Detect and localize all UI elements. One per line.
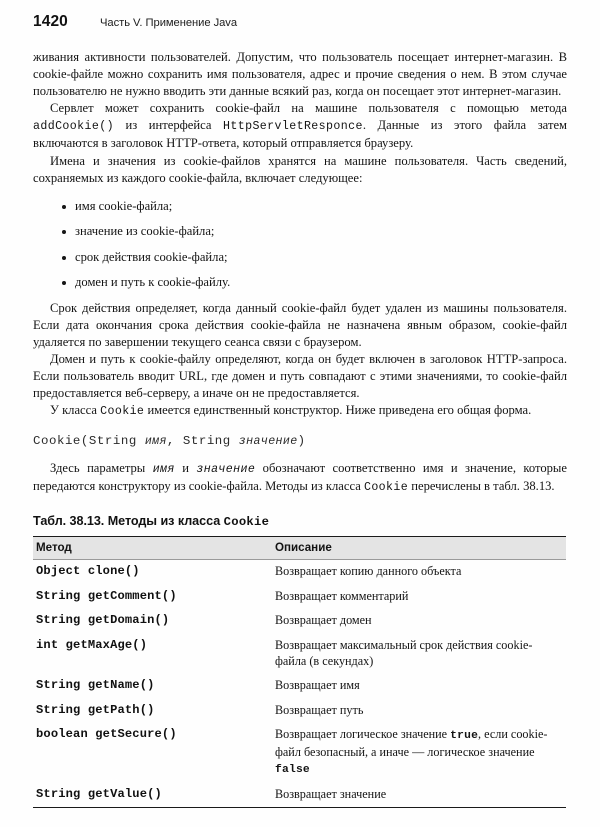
list-item: [33, 198, 567, 215]
paragraph-text-part: перечислены в табл. 38.13.: [408, 478, 555, 493]
paragraph-text: Имена и значения из cookie-файлов хранятся на машине пользователя. Часть сведений, сохраняемых из каждого cookie-файла, включает следующее:: [33, 153, 567, 185]
list-item: [33, 249, 567, 266]
part-title: Часть V. Применение Java: [100, 17, 237, 29]
table-caption-class: Cookie: [223, 514, 270, 529]
table-row: [33, 698, 566, 723]
cell-method: String getComment(): [36, 588, 177, 603]
paragraph-text-part: и: [174, 460, 197, 475]
code-httpservletresponce: HttpServletResponce: [223, 120, 363, 134]
paragraph-text: Домен и путь к cookie-файлу определяют, когда он будет включен в заголовок HTTP-запроса. Если пользователь вводит URL, где домен и путь совпадают с этими значениями, то cookie-файл предоставляется веб-серверу, а иначе он не предоставляется.: [33, 352, 567, 401]
page-content: [33, 0, 567, 808]
table-row: [33, 783, 566, 808]
cell-description: Возвращает значение: [275, 787, 387, 802]
list-item: [33, 223, 567, 240]
column-header-description: Описание: [272, 537, 566, 560]
paragraph-text-part: обозначают соответственно имя и значение, которые передаются конструктору из cookie-файла. Методы из класса: [33, 460, 567, 493]
paragraph-text-part: имеется единственный конструктор. Ниже приведена его общая форма.: [144, 403, 532, 418]
cell-description: Возвращает копию данного объекта: [275, 564, 462, 579]
cell-method: boolean getSecure(): [36, 727, 177, 742]
paragraph-continuation: [33, 49, 567, 100]
code-constructor-signature: [33, 434, 567, 448]
table-caption-text: Табл. 38.13. Методы из класса: [33, 513, 224, 528]
table-row: [33, 674, 566, 699]
cell-text-part: , если cookie-файл безопасный, а иначе — логическое значение: [275, 727, 548, 760]
page-number: 1420: [33, 13, 68, 30]
cell-description: Возвращает комментарий: [275, 588, 409, 603]
table-bottom-rule: [33, 807, 566, 808]
list-item-label: срок действия cookie-файла;: [75, 249, 228, 264]
cell-method: String getPath(): [36, 702, 155, 717]
paragraph-text: Срок действия определяет, когда данный cookie-файл будет удален из машины пользователя. Если дата окончания срока действия cookie-файла не назначена явным образом, cookie-файл удаляется по завершении текущего сеанса связи с браузером.: [33, 300, 567, 350]
methods-table-wrapper: [33, 536, 566, 809]
paragraph-text-part: Здесь параметры: [50, 460, 153, 475]
cell-description: Возвращает максимальный срок действия cookie-файла (в секундах): [275, 638, 533, 668]
param-value-italic: значение: [196, 462, 256, 476]
cookie-fields-list: [33, 198, 567, 291]
methods-table: [33, 537, 566, 808]
table-row: [33, 609, 566, 634]
list-item-label: имя cookie-файла;: [75, 198, 173, 213]
code-true: true: [450, 730, 479, 743]
table-row: [33, 634, 566, 674]
code-cookie-class-2: Cookie: [363, 480, 409, 494]
cell-method: Object clone(): [36, 564, 140, 579]
code-addcookie: addCookie(): [33, 120, 114, 134]
table-row: [33, 559, 566, 584]
cell-method: int getMaxAge(): [36, 638, 148, 653]
param-name-italic: имя: [152, 462, 175, 476]
cell-description: [272, 723, 566, 783]
cell-text-part: Возвращает логическое значение: [275, 727, 451, 742]
table-row: [33, 584, 566, 609]
paragraph-text-part: из интерфейса: [113, 118, 224, 133]
paragraph-names-values: [33, 153, 567, 187]
column-header-method: Метод: [33, 537, 272, 560]
cell-description: Возвращает имя: [275, 678, 360, 693]
paragraph-constructor: [33, 402, 567, 420]
paragraph-servlet-cookie: [33, 100, 567, 152]
paragraph-text-part: . Данные из этого файла затем включаются в заголовок HTTP-ответа, который отправляется браузеру.: [33, 118, 568, 151]
paragraph-text-part: У класса: [50, 403, 101, 418]
code-param-name: имя: [144, 434, 167, 448]
list-item-label: значение из cookie-файла;: [75, 224, 215, 239]
paragraph-text: живания активности пользователей. Допустим, что пользователь посещает интернет-магазин. В cookie-файле можно сохранить имя пользователя, адрес и прочие сведения о нем. В этом случае пользователю не нужно вводить эти данные всякий раз, когда он посещает этот интернет-магазин.: [33, 50, 567, 99]
table-row: [33, 723, 566, 783]
list-item-label: домен и путь к cookie-файлу.: [75, 274, 231, 289]
running-head: [33, 0, 567, 35]
body-text: [33, 49, 567, 496]
cell-method: String getDomain(): [36, 613, 170, 628]
paragraph-text-part: Сервлет может сохранить cookie-файл на машине пользователя с помощью метода: [50, 101, 567, 116]
list-item: [33, 274, 567, 291]
paragraph-params-explained: [33, 460, 567, 496]
table-header-row: [33, 537, 566, 560]
paragraph-expiry: [33, 300, 567, 351]
cell-description: Возвращает домен: [275, 613, 372, 628]
code-param-value: значение: [238, 434, 298, 448]
paragraph-domain-path: [33, 351, 567, 402]
cell-method: String getName(): [36, 678, 155, 693]
code-cookie-class: Cookie: [100, 405, 145, 419]
cell-description: Возвращает путь: [275, 702, 364, 717]
code-text-part: ): [297, 433, 306, 448]
cell-method: String getValue(): [36, 787, 162, 802]
code-false: false: [275, 763, 310, 776]
code-text-part: Cookie(String: [33, 433, 145, 448]
code-text-part: , String: [166, 433, 239, 448]
table-caption: [33, 514, 567, 529]
